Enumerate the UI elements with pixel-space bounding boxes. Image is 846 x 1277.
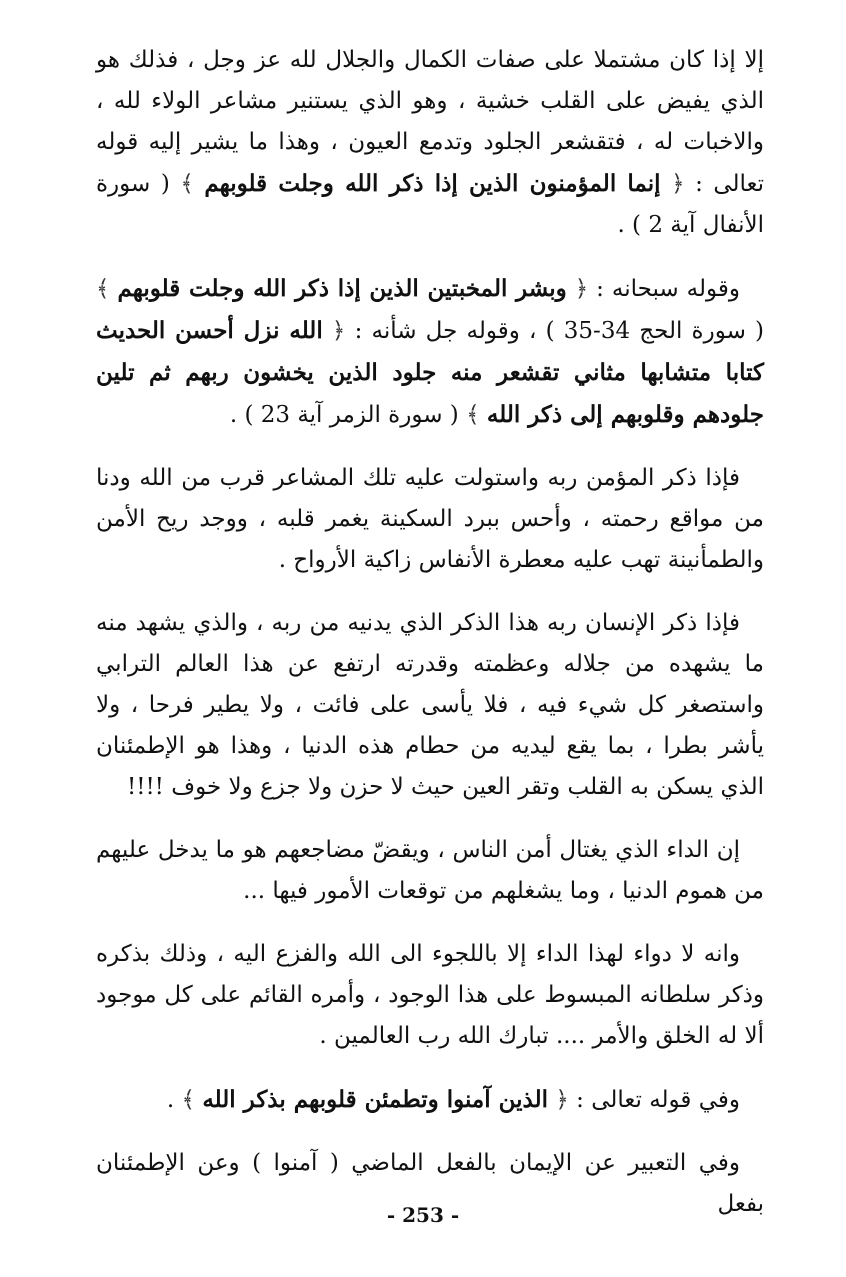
quran-close-bracket: ﴾ [466, 402, 480, 428]
paragraph-7-intro: وفي قوله تعالى : [568, 1087, 740, 1113]
quran-verse-raad: الذين آمنوا وتطمئن قلوبهم بذكر الله [202, 1086, 549, 1113]
quran-close-bracket: ﴾ [96, 276, 110, 302]
quran-close-bracket: ﴾ [180, 171, 194, 197]
quran-close-bracket: ﴾ [181, 1087, 195, 1113]
paragraph-7-end: . [166, 1087, 182, 1113]
quran-verse-anfal: إنما المؤمنون الذين إذا ذكر الله وجلت قلوبهم [204, 170, 661, 197]
paragraph-2 [96, 268, 764, 436]
verse-reference-zumar: ( سورة الزمر آية 23 ) . [229, 402, 467, 428]
paragraph-1 [96, 40, 764, 246]
paragraph-4: فإذا ذكر الإنسان ربه هذا الذكر الذي يدنيه من ربه ، والذي يشهد منه ما يشهده من جلاله وعظمته وقدرته ارتفع عن هذا العالم الترابي واستصغر كل شيء فيه ، فلا يأسى على فائت ، ولا يطير فرحا ، ولا يأشر بطرا ، بما يقع ليديه من حطام هذه الدنيا ، وهذا هو الإطمئنان الذي يسكن به القلب وتقر العين حيث لا حزن ولا جزع ولا خوف !!!! [96, 610, 764, 800]
quran-open-bracket: ﴿ [331, 318, 346, 344]
quran-verse-hajj: وبشر المخبتين الذين إذا ذكر الله وجلت قلوبهم [117, 275, 567, 302]
paragraph-2-intro: وقوله سبحانه : [588, 276, 741, 302]
quran-open-bracket: ﴿ [671, 171, 685, 197]
paragraph-1-text: إلا إذا كان مشتملا على صفات الكمال والجلال لله عز وجل ، فذلك هو الذي يفيض على القلب خشية ، وهو الذي يستنير مشاعر الولاء لله ، والاخبات له ، فتقشعر الجلود وتدمع العيون ، وهذا ما يشير إليه قوله تعالى : [96, 47, 765, 197]
paragraph-7 [96, 1079, 764, 1121]
quran-open-bracket: ﴿ [574, 276, 589, 302]
verse-reference-anfal: ( سورة الأنفال آية 2 ) . [96, 171, 764, 238]
paragraph-3: فإذا ذكر المؤمن ربه واستولت عليه تلك المشاعر قرب من الله ودنا من مواقع رحمته ، وأحس ببرد السكينة يغمر قلبه ، ووجد ريح الأمن والطمأنينة تهب عليه معطرة الأنفاس زاكية الأرواح . [96, 465, 764, 573]
quran-verse-zumar: الله نزل أحسن الحديث كتابا متشابها مثاني تقشعر منه جلود الذين يخشون ربهم ثم تلين جلودهم وقلوبهم إلى ذكر الله [96, 317, 764, 428]
paragraph-5: إن الداء الذي يغتال أمن الناس ، ويقضّ مضاجعهم هو ما يدخل عليهم من هموم الدنيا ، وما يشغلهم من توقعات الأمور فيها ... [96, 837, 764, 904]
verse-reference-hajj: ( سورة الحج 34-35 ) ، وقوله جل شأنه : [345, 318, 765, 344]
quran-open-bracket: ﴿ [555, 1087, 569, 1113]
paragraph-6: وانه لا دواء لهذا الداء إلا باللجوء الى الله والفزع اليه ، وذلك بذكره وذكر سلطانه المبسوط على هذا الوجود ، وأمره القائم على كل موجود ألا له الخلق والأمر .... تبارك الله رب العالمين . [96, 941, 764, 1049]
page-number: - 253 - [386, 1203, 460, 1227]
paragraph-8: وفي التعبير عن الإيمان بالفعل الماضي ( آمنوا ) وعن الإطمئنان بفعل [96, 1150, 764, 1217]
